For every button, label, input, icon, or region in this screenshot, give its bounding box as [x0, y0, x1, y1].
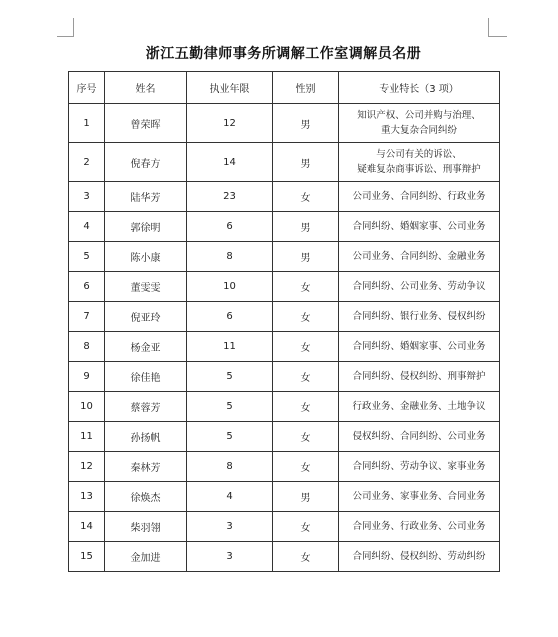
cell-gender: 女 [273, 272, 339, 302]
table-row [69, 392, 500, 422]
header-specialty: 专业特长（3 项） [339, 72, 500, 104]
cell-name: 杨金亚 [105, 332, 187, 362]
cell-name: 徐佳艳 [105, 362, 187, 392]
cell-years: 8 [187, 452, 273, 482]
cell-no: 15 [69, 542, 105, 572]
cell-gender: 女 [273, 542, 339, 572]
cell-no: 3 [69, 182, 105, 212]
cell-years: 5 [187, 422, 273, 452]
specialty-line: 合同纠纷、侵权纠纷、刑事辩护 [352, 371, 486, 382]
cell-years: 6 [187, 212, 273, 242]
cell-years: 11 [187, 332, 273, 362]
cell-name: 柴羽翎 [105, 512, 187, 542]
cell-years: 23 [187, 182, 273, 212]
cell-years: 12 [187, 104, 273, 143]
cell-gender: 男 [273, 104, 339, 143]
cell-years: 14 [187, 143, 273, 182]
cell-name: 陈小康 [105, 242, 187, 272]
cell-name: 曾荣晖 [105, 104, 187, 143]
cell-specialty [339, 422, 500, 452]
cell-gender: 女 [273, 392, 339, 422]
specialty-line: 合同纠纷、劳动争议、家事业务 [352, 461, 486, 472]
cell-years: 5 [187, 392, 273, 422]
specialty-line: 合同业务、行政业务、公司业务 [352, 521, 486, 532]
table-header-row [69, 72, 500, 104]
cell-no: 11 [69, 422, 105, 452]
cell-specialty [339, 512, 500, 542]
cell-gender: 男 [273, 242, 339, 272]
specialty-line: 公司业务、家事业务、合同业务 [352, 491, 486, 502]
cell-years: 5 [187, 362, 273, 392]
specialty-line: 公司业务、合同纠纷、行政业务 [352, 191, 486, 202]
cell-years: 6 [187, 302, 273, 332]
cell-specialty [339, 542, 500, 572]
cell-specialty [339, 242, 500, 272]
table-row [69, 143, 500, 182]
cell-gender: 女 [273, 182, 339, 212]
specialty-line: 侵权纠纷、合同纠纷、公司业务 [352, 431, 486, 442]
cell-specialty [339, 182, 500, 212]
table-row [69, 452, 500, 482]
cell-gender: 男 [273, 212, 339, 242]
cell-name: 蔡蓉芳 [105, 392, 187, 422]
cell-gender: 女 [273, 452, 339, 482]
specialty-line: 合同纠纷、公司业务、劳动争议 [352, 281, 486, 292]
cell-no: 8 [69, 332, 105, 362]
cell-specialty [339, 482, 500, 512]
specialty-line: 知识产权、公司并购与治理、 [357, 110, 481, 121]
cell-no: 2 [69, 143, 105, 182]
cell-name: 秦林芳 [105, 452, 187, 482]
specialty-line: 公司业务、合同纠纷、金融业务 [352, 251, 486, 262]
cell-name: 郭徐明 [105, 212, 187, 242]
header-no: 序号 [69, 72, 105, 104]
cell-name: 董雯雯 [105, 272, 187, 302]
table-row [69, 182, 500, 212]
cell-gender: 女 [273, 512, 339, 542]
table-row [69, 482, 500, 512]
table-row [69, 542, 500, 572]
cell-specialty [339, 143, 500, 182]
cell-no: 13 [69, 482, 105, 512]
table-row [69, 422, 500, 452]
document-title: 浙江五勤律师事务所调解工作室调解员名册 [145, 46, 422, 62]
cell-no: 12 [69, 452, 105, 482]
table-row [69, 302, 500, 332]
cell-specialty [339, 302, 500, 332]
page-corner-mark-top-left [57, 18, 74, 37]
cell-years: 4 [187, 482, 273, 512]
table-row [69, 362, 500, 392]
cell-gender: 女 [273, 332, 339, 362]
cell-years: 3 [187, 542, 273, 572]
cell-years: 8 [187, 242, 273, 272]
specialty-line: 行政业务、金融业务、土地争议 [352, 401, 486, 412]
cell-name: 孙扬帆 [105, 422, 187, 452]
cell-no: 10 [69, 392, 105, 422]
cell-specialty [339, 332, 500, 362]
table-row [69, 332, 500, 362]
cell-no: 1 [69, 104, 105, 143]
cell-gender: 女 [273, 362, 339, 392]
table-row [69, 212, 500, 242]
cell-specialty [339, 272, 500, 302]
cell-no: 9 [69, 362, 105, 392]
cell-gender: 男 [273, 143, 339, 182]
cell-specialty [339, 212, 500, 242]
cell-name: 陆华芳 [105, 182, 187, 212]
cell-gender: 女 [273, 302, 339, 332]
cell-specialty [339, 104, 500, 143]
mediator-roster-table [68, 71, 500, 572]
cell-no: 7 [69, 302, 105, 332]
specialty-line: 合同纠纷、银行业务、侵权纠纷 [352, 311, 486, 322]
specialty-line: 合同纠纷、婚姻家事、公司业务 [352, 221, 486, 232]
table-row [69, 242, 500, 272]
cell-name: 倪春方 [105, 143, 187, 182]
cell-no: 6 [69, 272, 105, 302]
table-row [69, 104, 500, 143]
specialty-line: 合同纠纷、婚姻家事、公司业务 [352, 341, 486, 352]
header-gender: 性别 [273, 72, 339, 104]
cell-name: 金加进 [105, 542, 187, 572]
cell-name: 徐焕杰 [105, 482, 187, 512]
cell-years: 10 [187, 272, 273, 302]
page-corner-mark-top-right [488, 18, 507, 37]
table-row [69, 512, 500, 542]
header-name: 姓名 [105, 72, 187, 104]
table-body [69, 104, 500, 572]
specialty-line: 与公司有关的诉讼、 [376, 149, 462, 160]
cell-specialty [339, 362, 500, 392]
cell-name: 倪亚玲 [105, 302, 187, 332]
specialty-line: 重大复杂合同纠纷 [380, 125, 457, 136]
cell-years: 3 [187, 512, 273, 542]
cell-no: 14 [69, 512, 105, 542]
cell-no: 5 [69, 242, 105, 272]
cell-gender: 女 [273, 422, 339, 452]
cell-specialty [339, 392, 500, 422]
specialty-line: 合同纠纷、侵权纠纷、劳动纠纷 [352, 551, 486, 562]
cell-no: 4 [69, 212, 105, 242]
table-row [69, 272, 500, 302]
specialty-line: 疑难复杂商事诉讼、刑事辩护 [357, 164, 481, 175]
header-years: 执业年限 [187, 72, 273, 104]
cell-specialty [339, 452, 500, 482]
cell-gender: 男 [273, 482, 339, 512]
